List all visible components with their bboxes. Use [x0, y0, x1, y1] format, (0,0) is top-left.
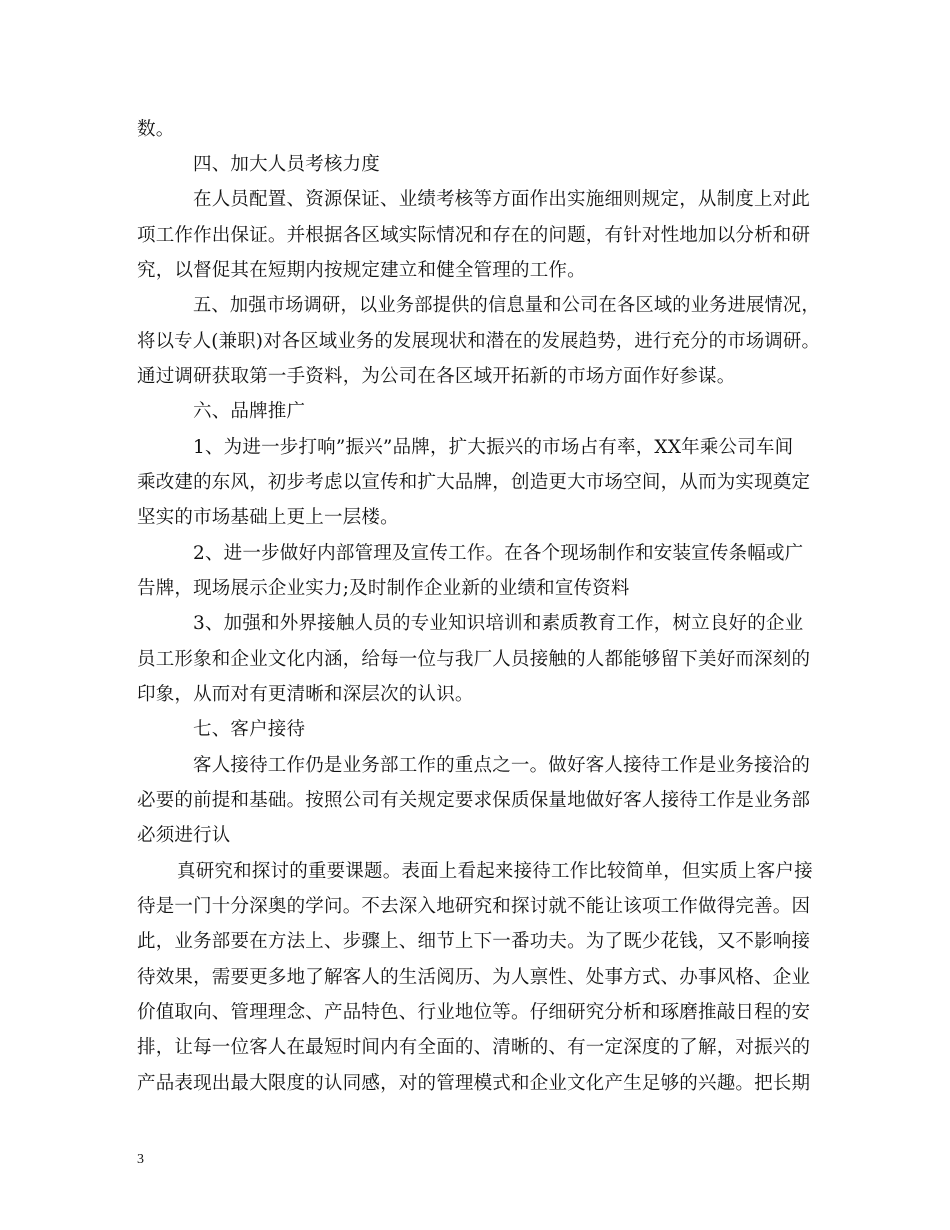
text-line: 员工形象和企业文化内涵，给每一位与我厂人员接触的人都能够留下美好而深刻的 [137, 649, 811, 670]
text-line: 必须进行认 [137, 825, 231, 846]
text-line: 在人员配置、资源保证、业绩考核等方面作出实施细则规定，从制度上对此 [193, 189, 811, 210]
text-line: 必要的前提和基础。按照公司有关规定要求保质保量地做好客人接待工作是业务部 [137, 790, 811, 811]
text-line: 告牌，现场展示企业实力;及时制作企业新的业绩和宣传资料 [137, 578, 630, 599]
text-line: 2、进一步做好内部管理及宣传工作。在各个现场制作和安装宣传条幅或广 [193, 543, 804, 564]
text-line: 乘改建的东风，初步考虑以宣传和扩大品牌，创造更大市场空间，从而为实现奠定 [137, 472, 811, 493]
text-line: 产品表现出最大限度的认同感，对的管理模式和企业文化产生足够的兴趣。把长期 [137, 1073, 811, 1094]
text-line: 印象，从而对有更清晰和深层次的认识。 [137, 684, 474, 705]
section-heading: 七、客户接待 [193, 719, 306, 740]
text-line: 待是一门十分深奥的学问。不去深入地研究和探讨就不能让该项工作做得完善。因 [137, 896, 811, 917]
text-line: 项工作作出保证。并根据各区域实际情况和存在的问题，有针对性地加以分析和研 [137, 225, 811, 246]
text-line: 排，让每一位客人在最短时间内有全面的、清晰的、有一定深度的了解，对振兴的 [137, 1037, 811, 1058]
text-line: 究，以督促其在短期内按规定建立和健全管理的工作。 [137, 260, 586, 281]
text-line: 客人接待工作仍是业务部工作的重点之一。做好客人接待工作是业务接洽的 [193, 755, 811, 776]
text-line: 价值取向、管理理念、产品特色、行业地位等。仔细研究分析和琢磨推敲日程的安 [137, 1002, 811, 1023]
text-line: 3、加强和外界接触人员的专业知识培训和素质教育工作，树立良好的企业 [193, 613, 804, 634]
section-heading: 五、加强市场调研，以业务部提供的信息量和公司在各区域的业务进展情况， [193, 295, 820, 316]
page-number: 3 [137, 1152, 144, 1167]
text-line: 坚实的市场基础上更上一层楼。 [137, 507, 399, 528]
text-line: 1、为进一步打响”振兴”品牌，扩大振兴的市场占有率，XX年乘公司车间 [193, 437, 794, 458]
text-line: 待效果，需要更多地了解客人的生活阅历、为人禀性、处事方式、办事风格、企业 [137, 967, 811, 988]
section-heading: 四、加大人员考核力度 [193, 154, 381, 175]
text-line: 真研究和探讨的重要课题。表面上看起来接待工作比较简单，但实质上客户接 [177, 861, 813, 882]
text-line: 数。 [137, 119, 175, 140]
text-line: 此，业务部要在方法上、步骤上、细节上下一番功夫。为了既少花钱，又不影响接 [137, 931, 811, 952]
text-line: 通过调研获取第一手资料，为公司在各区域开拓新的市场方面作好参谋。 [137, 366, 736, 387]
section-heading: 六、品牌推广 [193, 401, 306, 422]
text-line: 将以专人(兼职)对各区域业务的发展现状和潜在的发展趋势，进行充分的市场调研。 [137, 331, 821, 352]
